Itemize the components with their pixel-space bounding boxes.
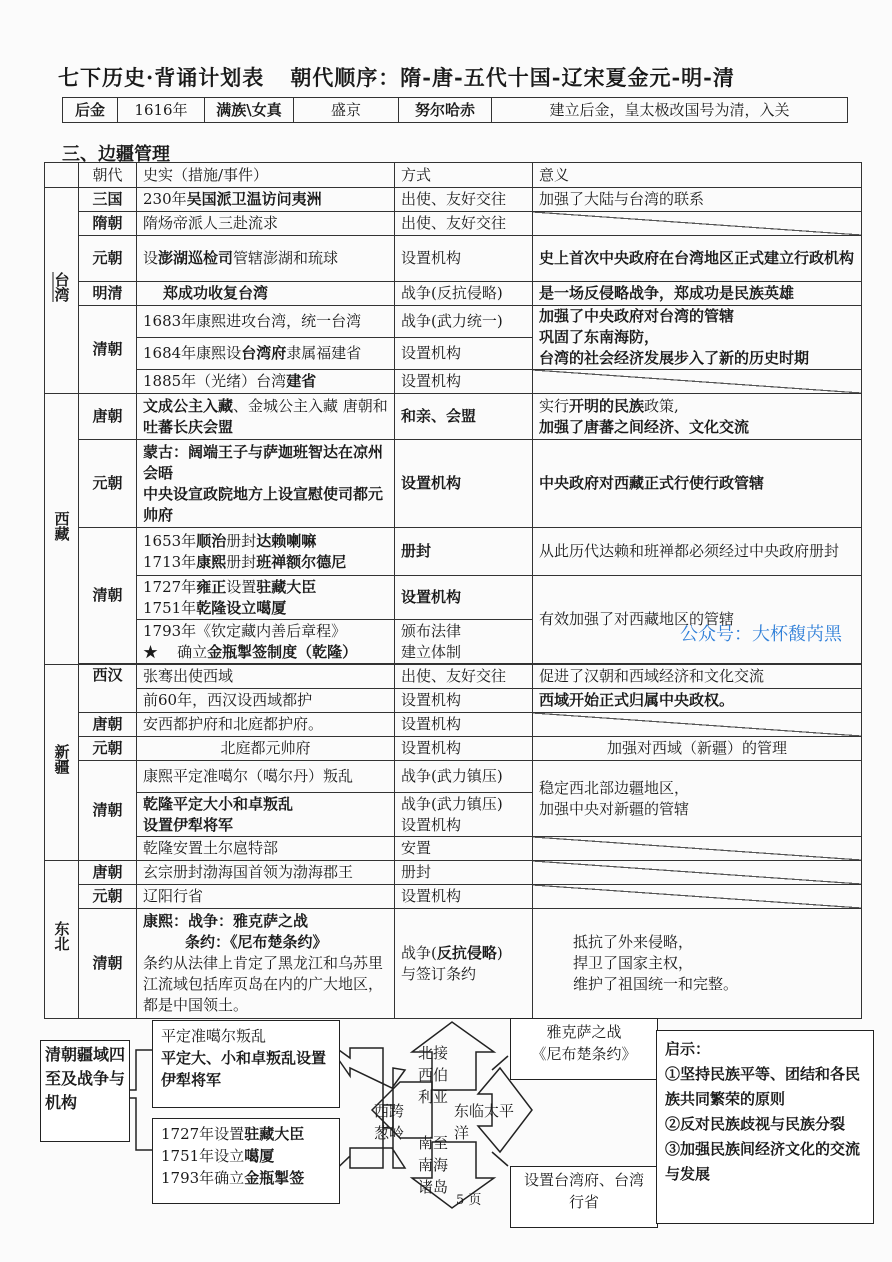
fact-cell: 1727年雍正设置驻藏大臣 1751年乾隆设立噶厦 [137, 576, 395, 620]
meaning-cell: 西域开始正式归属中央政权。 [533, 689, 862, 713]
region-xinjiang: 新疆 [45, 665, 79, 861]
method-cell: 设置机构 [395, 713, 533, 737]
region-tibet: 西藏 [45, 394, 79, 665]
table-row [45, 236, 862, 282]
method-cell: 设置机构 [395, 236, 533, 282]
table-row [45, 737, 862, 761]
empty-meaning-cell [533, 885, 862, 909]
dynasty-cell: 元朝 [79, 885, 137, 909]
method-cell: 颁布法律 建立体制 [395, 620, 533, 664]
meaning-cell: 中央政府对西藏正式行使行政管辖 [533, 440, 862, 528]
dynasty-cell: 唐朝 [79, 713, 137, 737]
fact-cell: 隋炀帝派人三赴流求 [137, 212, 395, 236]
fact-cell: 前60年，西汉设西域都护 [137, 689, 395, 713]
table-row [45, 689, 862, 713]
fact-cell: 蒙古：阔端王子与萨迦班智达在凉州会晤 中央设宣政院地方上设宣慰使司都元帅府 [137, 440, 395, 528]
insight-box: 启示： ①坚持民族平等、团结和各民族共同繁荣的原则 ②反对民族歧视与民族分裂 ③加强民族间经济文化的交流与发展 [656, 1030, 874, 1224]
fact-cell: 文成公主入藏、金城公主入藏 唐朝和吐蕃长庆会盟 [137, 394, 395, 440]
dynasty-cell: 清朝 [79, 909, 137, 1019]
watermark: 公众号：大杯馥芮黑 [680, 624, 842, 645]
table-row [45, 761, 862, 793]
method-cell: 设置机构 [395, 737, 533, 761]
meaning-cell: 促进了汉朝和西域经济和文化交流 [533, 665, 862, 689]
cell: 建立后金，皇太极改国号为清，入关 [492, 98, 848, 123]
method-cell: 出使、友好交往 [395, 665, 533, 689]
empty-meaning-cell [533, 370, 862, 394]
method-cell: 设置机构 [395, 689, 533, 713]
dynasty-cell: 清朝 [79, 528, 137, 664]
table-row [45, 282, 862, 306]
diagram-west: 西跨葱岭 [374, 1102, 405, 1142]
table-row [45, 665, 862, 689]
dynasty-cell: 明清 [79, 282, 137, 306]
cell: 1616年 [118, 98, 205, 123]
table-row [45, 306, 862, 338]
diagram-south: 南至南海诸岛 [418, 1134, 449, 1196]
fact-cell: 1653年顺治册封达赖喇嘛 1713年康熙册封班禅额尔德尼 [137, 528, 395, 576]
method-cell: 战争(反抗侵略) [395, 282, 533, 306]
dynasty-cell: 清朝 [79, 306, 137, 394]
meaning-cell: 史上首次中央政府在台湾地区正式建立行政机构 [533, 236, 862, 282]
meaning-cell: 加强对西域（新疆）的管理 [533, 737, 862, 761]
table-row [45, 212, 862, 236]
dynasty-cell: 元朝 [79, 236, 137, 282]
diagram-northeast-box: 雅克萨之战 《尼布楚条约》 [510, 1018, 658, 1080]
dynasty-cell: 元朝 [79, 440, 137, 528]
fact-cell: 郑成功收复台湾 [137, 282, 395, 306]
cell: 后金 [63, 98, 118, 123]
meaning-cell: 实行开明的民族政策, 加强了唐蕃之间经济、文化交流 [533, 394, 862, 440]
region-taiwan: 台湾 [45, 188, 79, 394]
diagram-north: 北接西伯利亚 [418, 1044, 449, 1106]
region-northeast: 东北 [45, 861, 79, 1019]
method-cell: 设置机构 [395, 576, 533, 620]
method-cell: 战争(反抗侵略) 与签订条约 [395, 909, 533, 1019]
empty-meaning-cell [533, 861, 862, 885]
diagram-east: 东临太平洋 [454, 1102, 515, 1142]
diagram-left-box: 清朝疆域四至及战争与机构 [40, 1040, 130, 1142]
table-row [45, 394, 862, 440]
method-cell: 安置 [395, 837, 533, 861]
dynasty-cell: 隋朝 [79, 212, 137, 236]
table-row [45, 188, 862, 212]
header-dynasty: 朝代 [79, 163, 137, 188]
cell: 满族\女真 [205, 98, 294, 123]
fact-cell: 北庭都元帅府 [137, 737, 395, 761]
empty-meaning-cell [533, 837, 862, 861]
header-method: 方式 [395, 163, 533, 188]
method-cell: 战争(武力统一) [395, 306, 533, 338]
method-cell: 设置机构 [395, 338, 533, 370]
meaning-cell: 有效加强了对西藏地区的管辖 [533, 576, 862, 664]
dynasty-cell: 唐朝 [79, 861, 137, 885]
table-row [45, 861, 862, 885]
fact-cell: 乾隆安置土尔扈特部 [137, 837, 395, 861]
meaning-cell: 抵抗了外来侵略， 捍卫了国家主权， 维护了祖国统一和完整。 [533, 909, 862, 1019]
page-title: 七下历史·背诵计划表 朝代顺序：隋-唐-五代十国-辽宋夏金元-明-清 [58, 65, 735, 90]
fact-cell: 康熙：战争：雅克萨之战 条约：《尼布楚条约》 条约从法律上肯定了黑龙江和乌苏里江流域包括库页岛在内的广大地区，都是中国领土。 [137, 909, 395, 1019]
table-row [45, 837, 862, 861]
dynasty-cell: 西汉 [79, 665, 137, 713]
table-row [45, 440, 862, 528]
cell: 努尔哈赤 [399, 98, 492, 123]
header-meaning: 意义 [533, 163, 862, 188]
fact-cell: 玄宗册封渤海国首领为渤海郡王 [137, 861, 395, 885]
table-row [45, 885, 862, 909]
table-row [45, 909, 862, 1019]
fact-cell: 1885年（光绪）台湾建省 [137, 370, 395, 394]
meaning-cell: 加强了中央政府对台湾的管辖 巩固了东南海防， 台湾的社会经济发展步入了新的历史时期 [533, 306, 862, 370]
method-cell: 和亲、会盟 [395, 394, 533, 440]
method-cell: 册封 [395, 861, 533, 885]
method-cell: 设置机构 [395, 885, 533, 909]
dynasty-cell: 三国 [79, 188, 137, 212]
cell: 盛京 [294, 98, 399, 123]
method-cell: 设置机构 [395, 440, 533, 528]
fact-cell: 辽阳行省 [137, 885, 395, 909]
dynasty-cell: 清朝 [79, 761, 137, 861]
method-cell: 设置机构 [395, 370, 533, 394]
method-cell: 战争(武力镇压) 设置机构 [395, 793, 533, 837]
method-cell: 出使、友好交往 [395, 188, 533, 212]
meaning-cell: 加强了大陆与台湾的联系 [533, 188, 862, 212]
meaning-cell: 是一场反侵略战争，郑成功是民族英雄 [533, 282, 862, 306]
fact-cell: 乾隆平定大小和卓叛乱 设置伊犁将军 [137, 793, 395, 837]
table-row [45, 576, 862, 620]
diagram-tibet-box: 1727年设置驻藏大臣 1751年设立噶厦 1793年确立金瓶掣签 [152, 1118, 340, 1204]
fact-cell: 张骞出使西域 [137, 665, 395, 689]
method-cell: 出使、友好交往 [395, 212, 533, 236]
diagram-xinjiang-box: 平定准噶尔叛乱 平定大、小和卓叛乱设置伊犁将军 [152, 1020, 340, 1108]
fact-cell: 230年吴国派卫温访问夷洲 [137, 188, 395, 212]
empty-meaning-cell [533, 212, 862, 236]
fact-cell: 1683年康熙进攻台湾，统一台湾 [137, 306, 395, 338]
table-header-row [45, 163, 862, 188]
fact-cell: 安西都护府和北庭都护府。 [137, 713, 395, 737]
fact-cell: 康熙平定准噶尔（噶尔丹）叛乱 [137, 761, 395, 793]
section-title: 三、边疆管理 [62, 144, 170, 165]
table-row [45, 528, 862, 576]
dynasty-cell: 唐朝 [79, 394, 137, 440]
header-fact: 史实（措施/事件） [137, 163, 395, 188]
page-number: 5 页 [456, 1193, 482, 1208]
meaning-cell: 从此历代达赖和班禅都必须经过中央政府册封 [533, 528, 862, 576]
dynasty-cell: 元朝 [79, 737, 137, 761]
diagram-taiwan-box: 设置台湾府、台湾行省 [510, 1166, 658, 1228]
empty-meaning-cell [533, 713, 862, 737]
method-cell: 战争(武力镇压) [395, 761, 533, 793]
table-row [45, 713, 862, 737]
fact-cell: 1793年《钦定藏内善后章程》 ★ 确立金瓶掣签制度（乾隆） [137, 620, 395, 664]
method-cell: 册封 [395, 528, 533, 576]
fact-cell: 设澎湖巡检司管辖澎湖和琉球 [137, 236, 395, 282]
top-row-table [62, 97, 848, 123]
meaning-cell: 稳定西北部边疆地区， 加强中央对新疆的管辖 [533, 761, 862, 837]
table-row [45, 370, 862, 394]
border-management-table [44, 162, 862, 1019]
fact-cell: 1684年康熙设台湾府隶属福建省 [137, 338, 395, 370]
